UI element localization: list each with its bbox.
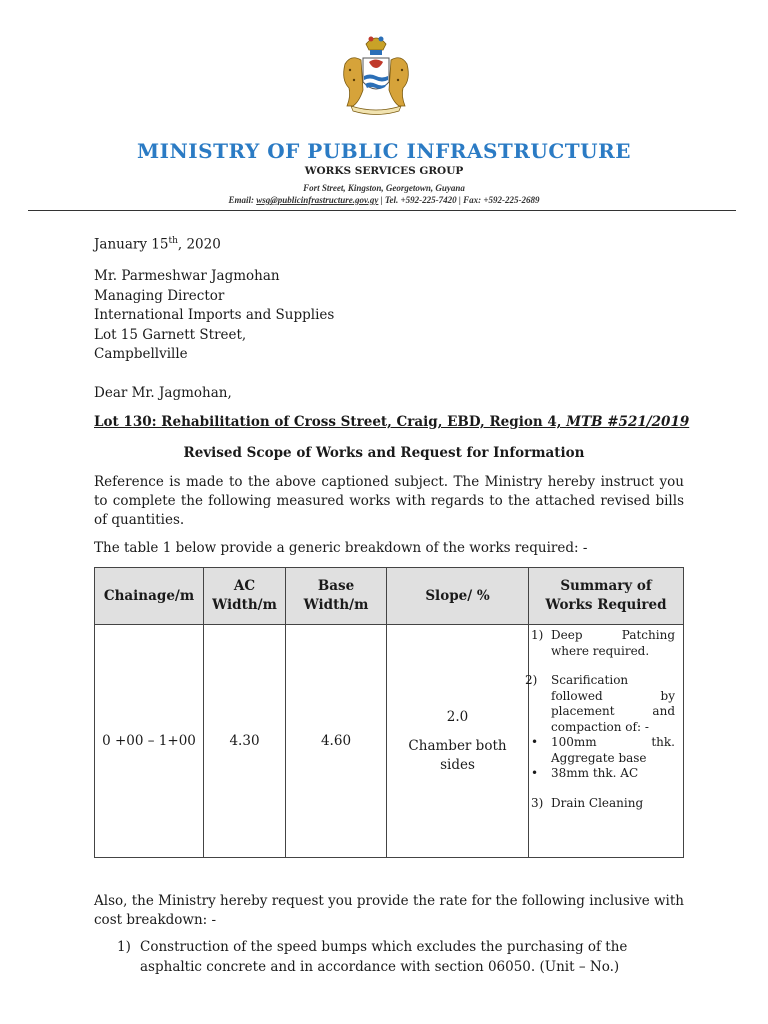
section-heading: Revised Scope of Works and Request for Information bbox=[183, 445, 585, 461]
email-link[interactable]: wsg@publicinfrastructure.gov.gy bbox=[256, 195, 379, 205]
ministry-title: MINISTRY OF PUBLIC INFRASTRUCTURE bbox=[137, 139, 631, 163]
cell-base-width: 4.60 bbox=[320, 732, 352, 749]
header-ac-width: AC Width/m bbox=[212, 578, 277, 613]
header-base-width: Base Width/m bbox=[303, 578, 369, 613]
header-chainage: Chainage/m bbox=[103, 587, 195, 604]
cell-summary bbox=[525, 628, 675, 825]
cell-slope: 2.0 Chamber both sides bbox=[408, 708, 507, 773]
recipient-title: Managing Director bbox=[94, 287, 225, 304]
coat-of-arms-icon bbox=[333, 30, 419, 116]
header-summary: Summary of Works Required bbox=[545, 578, 667, 613]
header-slope: Slope/ % bbox=[425, 587, 490, 604]
intro-paragraph: Reference is made to the above captioned subject. The Ministry hereby instruct you to complete the following measured works with regards to the attached revised bills of quantities. bbox=[94, 474, 684, 528]
recipient-street: Lot 15 Garnett Street, bbox=[94, 326, 247, 343]
summary-bullet: • 100mm thk. Aggregate base bbox=[531, 735, 675, 765]
subject-line: Lot 130: Rehabilitation of Cross Street, Craig, EBD, Region 4, MTB #521/2019 bbox=[94, 414, 690, 430]
ministry-address: Fort Street, Kingston, Georgetown, Guyana bbox=[303, 183, 465, 193]
summary-bullet: • 38mm thk. AC bbox=[531, 766, 639, 780]
recipient-address bbox=[94, 267, 334, 365]
header-divider bbox=[28, 210, 736, 211]
summary-item: 2) Scarification followed by placement and compaction of: - bbox=[525, 673, 675, 734]
contact-line bbox=[0, 195, 768, 205]
cell-ac-width: 4.30 bbox=[229, 732, 260, 749]
recipient-company: International Imports and Supplies bbox=[94, 307, 335, 323]
summary-item: 1) Deep Patching where required. bbox=[531, 628, 675, 658]
cell-chainage: 0 +00 – 1+00 bbox=[102, 732, 196, 749]
letter-date: January 15th, 2020 bbox=[94, 236, 221, 253]
recipient-city: Campbellville bbox=[94, 346, 188, 362]
salutation: Dear Mr. Jagmohan, bbox=[94, 385, 232, 401]
table-intro-paragraph: The table 1 below provide a generic breakdown of the works required: - bbox=[94, 540, 588, 556]
rate-request-paragraph: Also, the Ministry hereby request you provide the rate for the following inclusive with cost breakdown: - bbox=[94, 893, 684, 928]
email-label: Email: bbox=[228, 195, 254, 205]
list-item: 1) Construction of the speed bumps which excludes the purchasing of the asphaltic concrete and in accordance with section 06050. (Unit – No.) bbox=[117, 939, 628, 975]
phone-fax: | Tel. +592-225-7420 | Fax: +592-225-2689 bbox=[380, 195, 540, 205]
summary-item: 3) Drain Cleaning bbox=[531, 795, 644, 810]
works-table bbox=[94, 567, 684, 858]
group-name: WORKS SERVICES GROUP bbox=[304, 165, 464, 177]
recipient-name: Mr. Parmeshwar Jagmohan bbox=[94, 268, 280, 284]
